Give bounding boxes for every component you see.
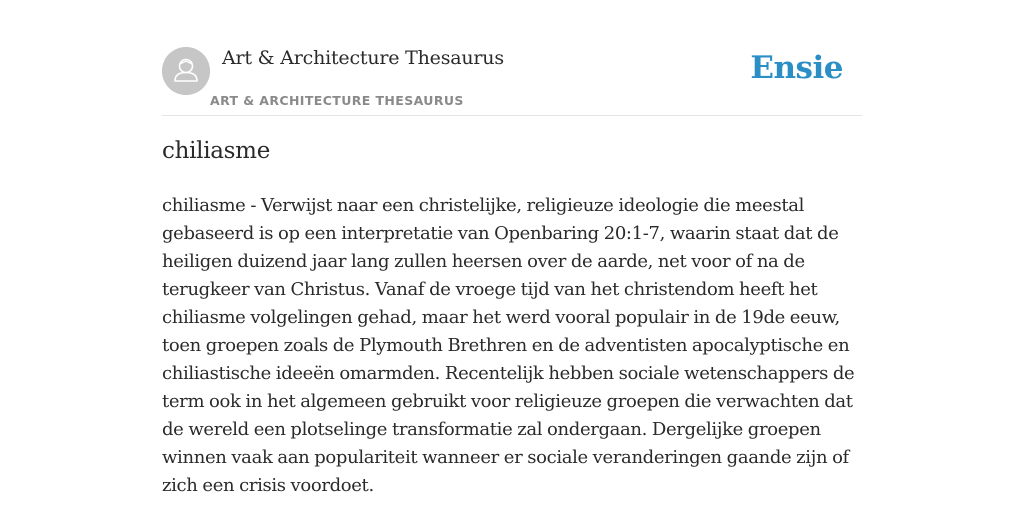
brand-logo[interactable]: Ensie: [750, 50, 843, 86]
term-definition: chiliasme - Verwijst naar een christelijke, religieuze ideologie die meestal gebaseerd is op een interpretatie van Openbaring 20:1-7, waarin staat dat de heiligen duizend jaar lang zullen heersen over de aarde, net voor of na de terugkeer van Christus. Vanaf de vroege tijd van het christendom heeft het chiliasme volgelingen gehad, maar het werd vooral populair in de 19de eeuw, toen groepen zoals de Plymouth Brethren en de adventisten apocalyptische en chiliastische ideeën omarmden. Recentelijk hebben sociale wetenschappers de term ook in het algemeen gebruikt voor religieuze groepen die verwachten dat de wereld een plotselinge transformatie zal ondergaan. Dergelijke groepen winnen vaak aan populariteit wanneer er sociale veranderingen gaande zijn of zich een crisis voordoet.: [162, 195, 855, 496]
source-subtitle[interactable]: ART & ARCHITECTURE THESAURUS: [210, 93, 464, 108]
source-header: [162, 44, 862, 116]
user-icon: [162, 47, 210, 95]
term-title: chiliasme: [162, 138, 270, 164]
source-avatar[interactable]: [162, 47, 210, 95]
source-title[interactable]: Art & Architecture Thesaurus: [222, 47, 504, 69]
